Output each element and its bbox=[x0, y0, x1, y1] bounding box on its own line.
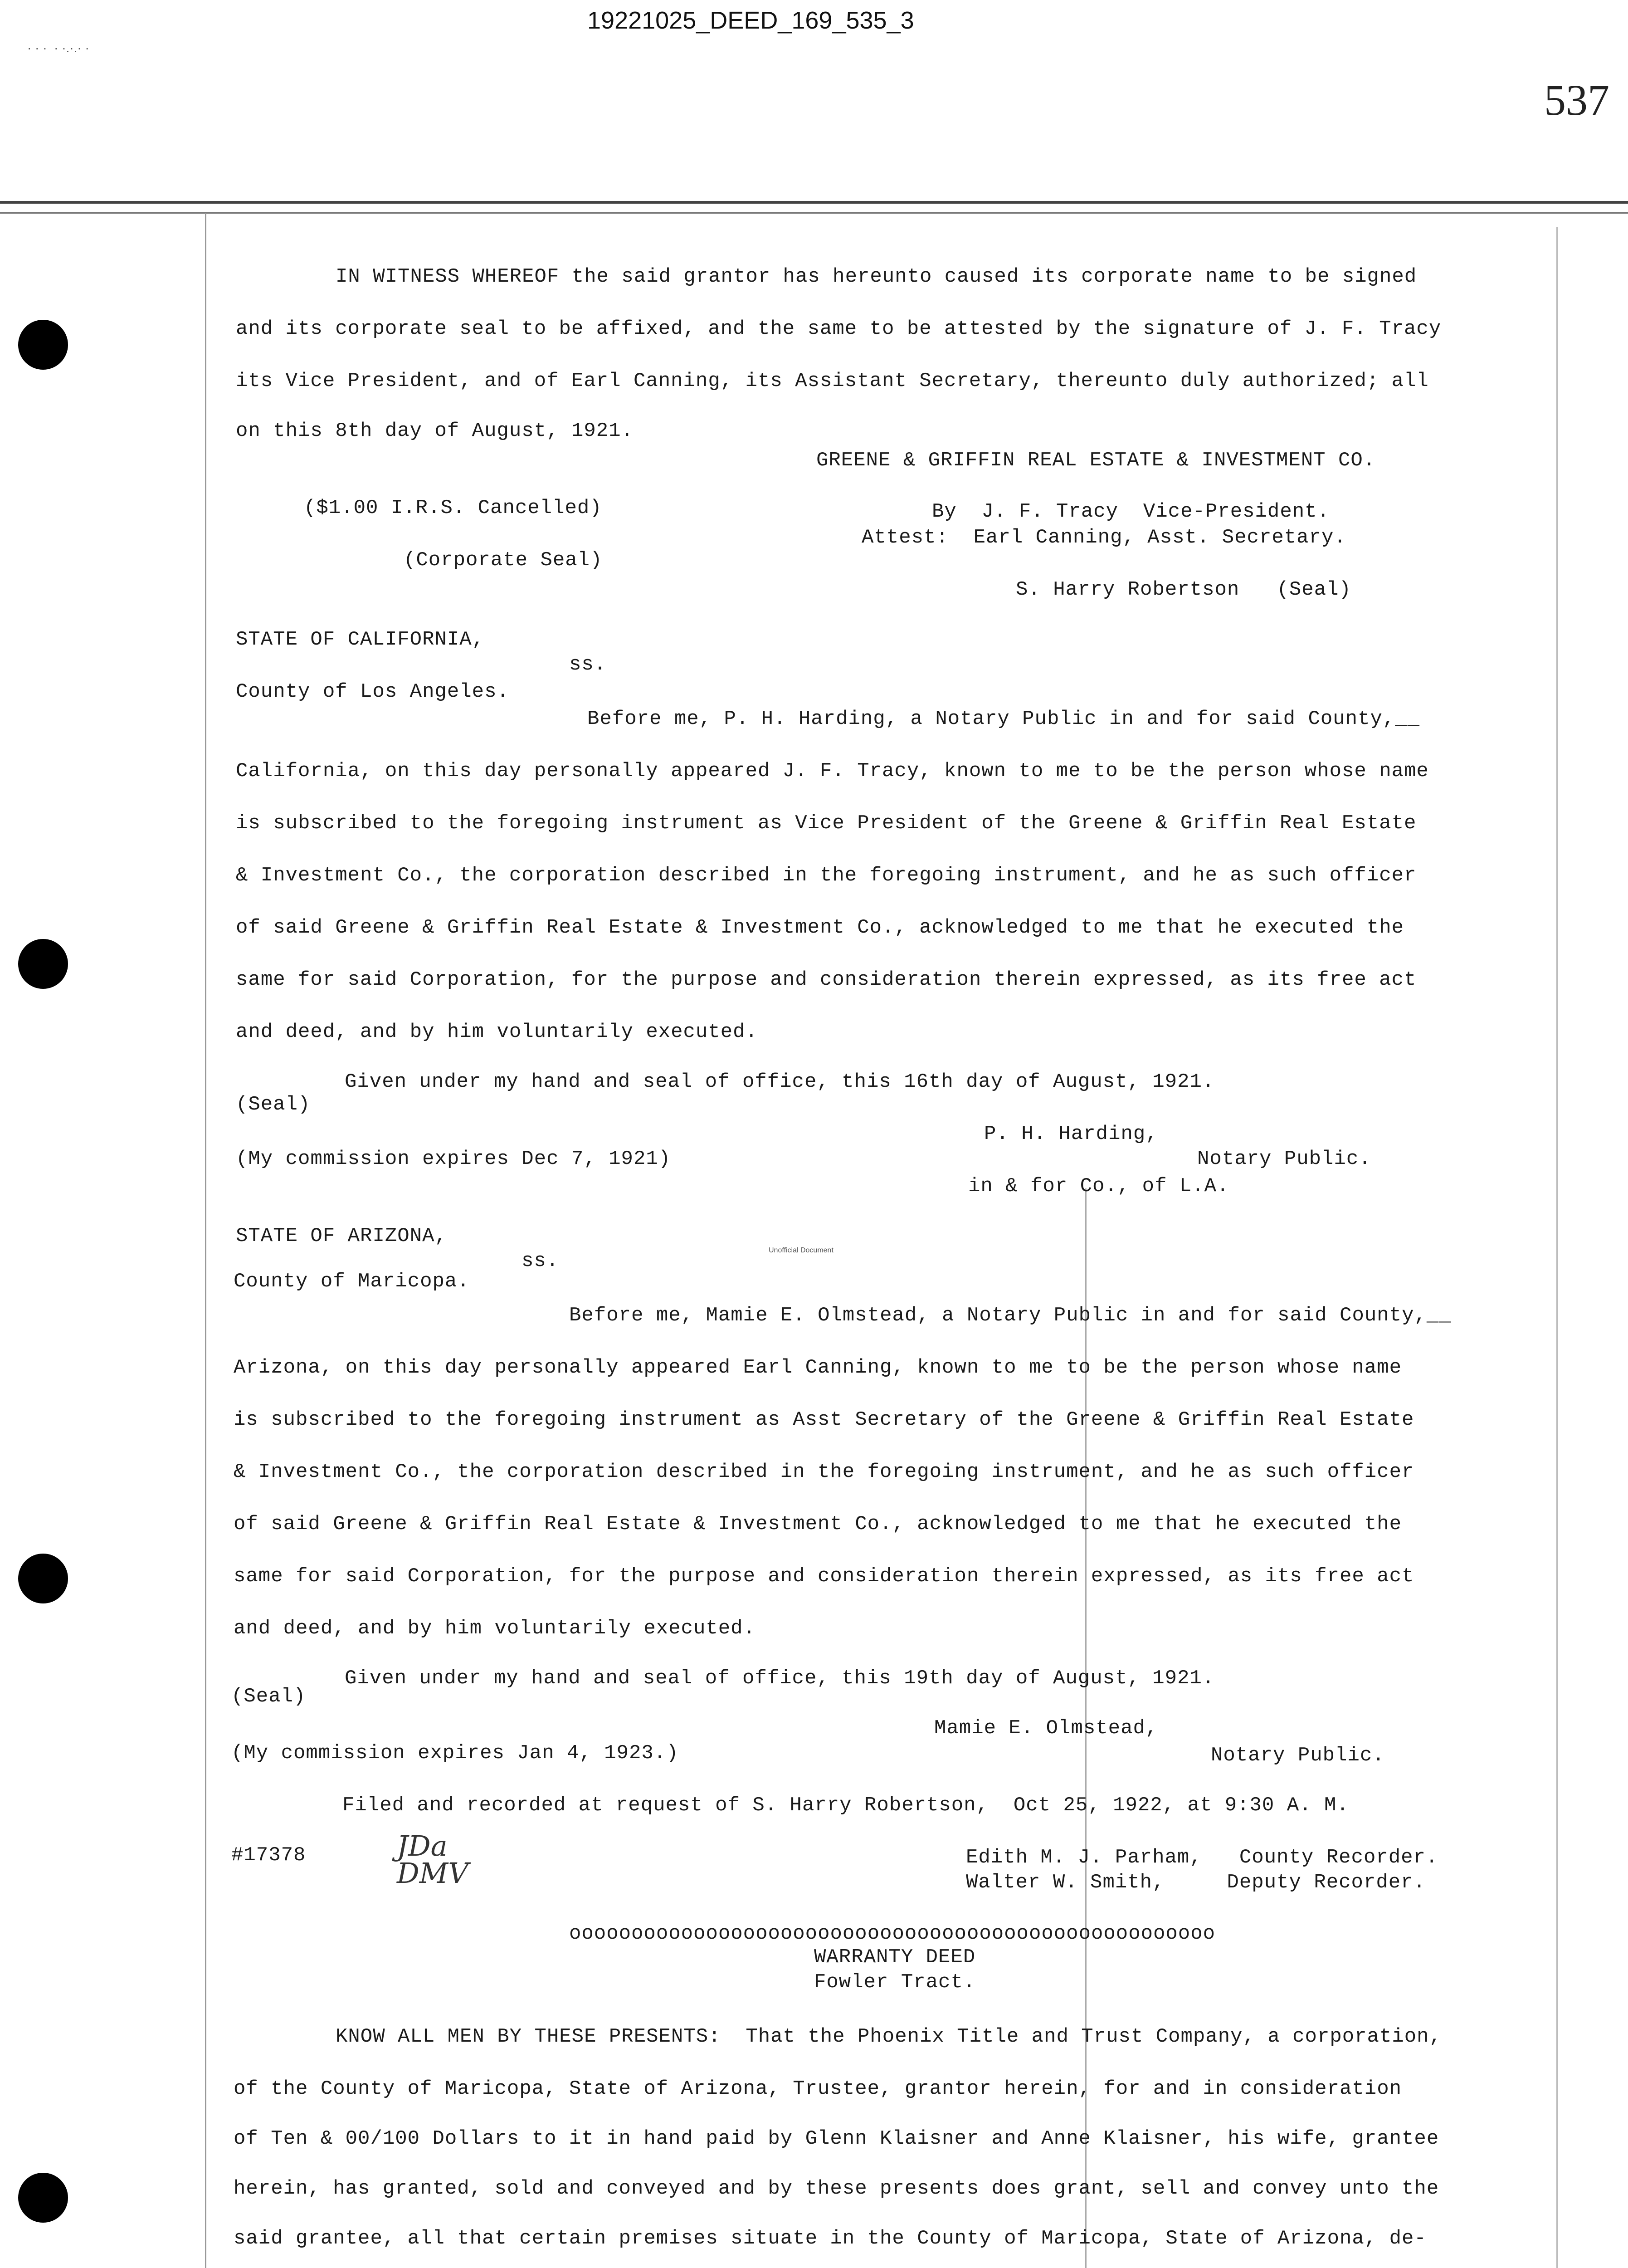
county-heading: County of Los Angeles. bbox=[236, 680, 509, 703]
deed-line-2: of the County of Maricopa, State of Arizona, Trustee, grantor herein, for and in consideration bbox=[234, 2077, 1402, 2100]
separator: oooooooooooooooooooooooooooooooooooooooooooooooooooo bbox=[569, 1922, 1216, 1945]
handwritten-initials: JDa DMV bbox=[397, 1829, 468, 1890]
ack-line-7: and deed, and by him voluntarily executed. bbox=[234, 1617, 756, 1640]
top-rule-thin bbox=[0, 212, 1628, 214]
witness-line-4: on this 8th day of August, 1921. bbox=[236, 420, 634, 442]
ack-line-3: is subscribed to the foregoing instrument as Asst Secretary of the Greene & Griffin Real Estate bbox=[234, 1408, 1414, 1431]
ack-line-4: & Investment Co., the corporation described in the foregoing instrument, and he as such officer bbox=[234, 1461, 1414, 1483]
ack-line-6: same for said Corporation, for the purpose and consideration therein expressed, as its free act bbox=[234, 1565, 1414, 1588]
notary-place: in & for Co., of L.A. bbox=[968, 1175, 1229, 1198]
ack-line-4: & Investment Co., the corporation described in the foregoing instrument, and he as such officer bbox=[236, 864, 1417, 887]
recording-number: #17378 bbox=[231, 1844, 306, 1867]
company-signature: GREENE & GRIFFIN REAL ESTATE & INVESTMENT CO. bbox=[816, 449, 1376, 472]
by-signature-line: By J. F. Tracy Vice-President. bbox=[932, 500, 1330, 523]
page-number: 537 bbox=[1544, 76, 1609, 124]
top-rule bbox=[0, 201, 1628, 204]
ss-mark: ss. bbox=[522, 1250, 559, 1272]
notary-title: Notary Public. bbox=[1197, 1148, 1371, 1170]
commission-note: (My commission expires Jan 4, 1923.) bbox=[231, 1742, 679, 1765]
revenue-stamp-note: ($1.00 I.R.S. Cancelled) bbox=[304, 497, 602, 519]
ack-line-1: Before me, Mamie E. Olmstead, a Notary Public in and for said County,__ bbox=[569, 1304, 1452, 1327]
signer-line: S. Harry Robertson (Seal) bbox=[1016, 578, 1351, 601]
ack-line-2: Arizona, on this day personally appeared Earl Canning, known to me to be the person whose name bbox=[234, 1356, 1402, 1379]
punch-hole bbox=[18, 2173, 68, 2223]
document-id: 19221025_DEED_169_535_3 bbox=[587, 7, 914, 34]
witness-line-2: and its corporate seal to be affixed, and the same to be attested by the signature of J. F. Tracy bbox=[236, 318, 1442, 340]
deed-line-5: said grantee, all that certain premises situate in the County of Maricopa, State of Arizona, de- bbox=[234, 2227, 1427, 2250]
ss-mark: ss. bbox=[569, 653, 607, 676]
punch-hole bbox=[18, 939, 68, 989]
witness-line-3: its Vice President, and of Earl Canning, its Assistant Secretary, thereunto duly authorized; all bbox=[236, 370, 1429, 392]
state-heading: STATE OF CALIFORNIA, bbox=[236, 628, 485, 651]
punch-hole bbox=[18, 1554, 68, 1603]
deed-subtitle: Fowler Tract. bbox=[814, 1971, 976, 1994]
corporate-seal-note: (Corporate Seal) bbox=[404, 549, 603, 572]
commission-note: (My commission expires Dec 7, 1921) bbox=[236, 1148, 671, 1170]
deed-title: WARRANTY DEED bbox=[814, 1946, 976, 1969]
punch-hole bbox=[18, 320, 68, 370]
deed-line-1: KNOW ALL MEN BY THESE PRESENTS: That the Phoenix Title and Trust Company, a corporation, bbox=[336, 2025, 1442, 2048]
ack-line-1: Before me, P. H. Harding, a Notary Public in and for said County,__ bbox=[587, 708, 1420, 730]
ack-line-5: of said Greene & Griffin Real Estate & Investment Co., acknowledged to me that he executed the bbox=[236, 916, 1404, 939]
seal-note: (Seal) bbox=[231, 1685, 306, 1708]
filing-line: Filed and recorded at request of S. Harry Robertson, Oct 25, 1922, at 9:30 A. M. bbox=[342, 1794, 1349, 1817]
deed-line-3: of Ten & 00/100 Dollars to it in hand paid by Glenn Klaisner and Anne Klaisner, his wife, grantee bbox=[234, 2127, 1439, 2150]
corner-marks: · · · · ·.·.· · bbox=[27, 41, 89, 55]
attest-signature-line: Attest: Earl Canning, Asst. Secretary. bbox=[862, 526, 1346, 549]
deed-line-4: herein, has granted, sold and conveyed and by these presents does grant, sell and convey unto the bbox=[234, 2177, 1439, 2200]
ack-line-7: and deed, and by him voluntarily executed. bbox=[236, 1021, 758, 1043]
given-line: Given under my hand and seal of office, this 19th day of August, 1921. bbox=[345, 1667, 1215, 1690]
notary-title: Notary Public. bbox=[1211, 1744, 1385, 1767]
watermark: Unofficial Document bbox=[769, 1246, 833, 1254]
ack-line-2: California, on this day personally appeared J. F. Tracy, known to me to be the person whose name bbox=[236, 760, 1429, 782]
deputy-recorder: Walter W. Smith, Deputy Recorder. bbox=[966, 1871, 1426, 1894]
left-margin-line bbox=[205, 213, 206, 2268]
county-recorder: Edith M. J. Parham, County Recorder. bbox=[966, 1846, 1438, 1869]
notary-name: Mamie E. Olmstead, bbox=[934, 1717, 1158, 1740]
ack-line-5: of said Greene & Griffin Real Estate & Investment Co., acknowledged to me that he executed the bbox=[234, 1513, 1402, 1535]
county-heading: County of Maricopa. bbox=[234, 1270, 470, 1293]
state-heading: STATE OF ARIZONA, bbox=[236, 1225, 447, 1247]
ack-line-6: same for said Corporation, for the purpose and consideration therein expressed, as its free act bbox=[236, 968, 1417, 991]
seal-note: (Seal) bbox=[236, 1093, 311, 1116]
ack-line-3: is subscribed to the foregoing instrument as Vice President of the Greene & Griffin Real Estate bbox=[236, 812, 1417, 835]
witness-line-1: IN WITNESS WHEREOF the said grantor has hereunto caused its corporate name to be signed bbox=[336, 265, 1417, 288]
right-margin-line bbox=[1556, 227, 1558, 2268]
given-line: Given under my hand and seal of office, this 16th day of August, 1921. bbox=[345, 1070, 1215, 1093]
notary-name: P. H. Harding, bbox=[984, 1123, 1158, 1145]
